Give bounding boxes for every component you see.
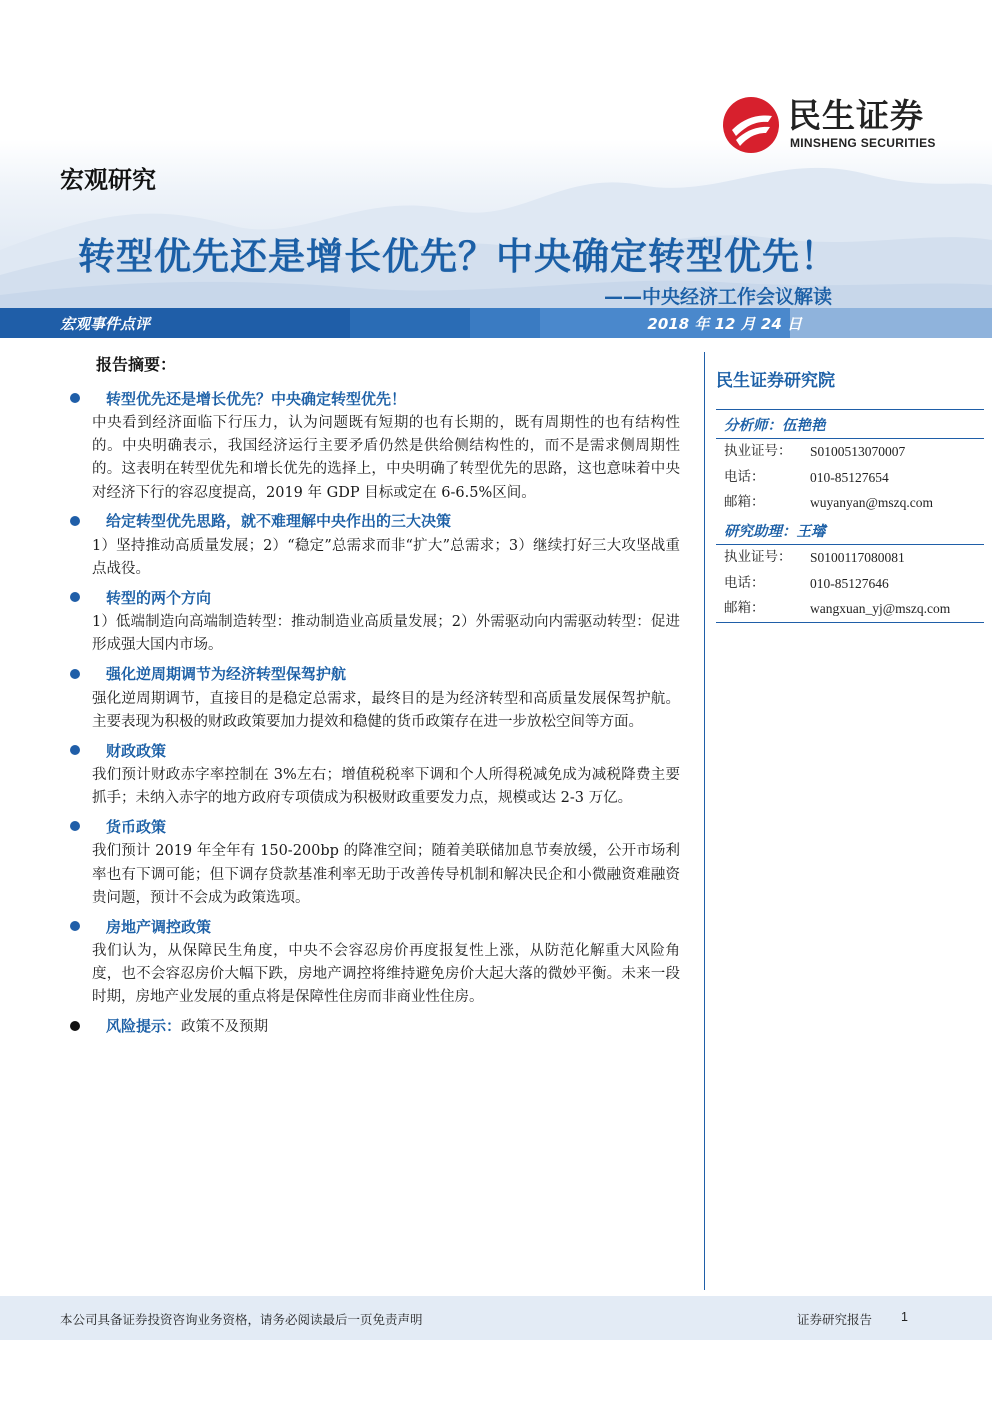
section-title: 转型优先还是增长优先？中央确定转型优先！ xyxy=(106,389,407,408)
bullet-icon xyxy=(70,921,80,931)
section-monetary-policy xyxy=(68,814,680,910)
mountain-illustration xyxy=(0,130,992,310)
info-row xyxy=(716,571,984,597)
info-label: 执业证号： xyxy=(724,443,792,459)
info-label: 邮箱： xyxy=(724,600,765,617)
section-fiscal-policy xyxy=(68,738,680,810)
report-date: 2018 年 12 月 24 日 xyxy=(647,315,802,333)
bullet-icon xyxy=(70,745,80,755)
section-real-estate xyxy=(68,914,680,1010)
title-bar xyxy=(0,308,992,338)
logo-english-name: MINSHENG SECURITIES xyxy=(790,136,936,150)
footer-disclaimer: 本公司具备证券投资咨询业务资格，请务必阅读最后一页免责声明 xyxy=(60,1312,423,1327)
section-body: 中央看到经济面临下行压力，认为问题既有短期的也有长期的，既有周期性的也有结构性的。中央明确表示，我国经济运行主要矛盾仍然是供给侧结构性的，而不是需求侧周期性的。这表明在转型优先和增长优先的选择上，中央明确了转型优先的思路，这也意味着中央对经济下行的容忍度提高，2019 年 GDP 目标或定在 6-6.5%区间。 xyxy=(92,415,680,501)
report-subtitle: ——中央经济工作会议解读 xyxy=(603,286,832,308)
section-title: 给定转型优先思路，就不难理解中央作出的三大决策 xyxy=(106,512,452,531)
info-row xyxy=(716,596,984,622)
email-address: wuyanyan@mszq.com xyxy=(810,495,934,511)
assistant-name: 研究助理：王璿 xyxy=(724,524,826,541)
info-label: 邮箱： xyxy=(724,494,765,511)
info-label: 电话： xyxy=(724,468,765,485)
section-title: 房地产调控政策 xyxy=(106,917,212,936)
report-category: 宏观研究 xyxy=(60,166,156,194)
bullet-icon xyxy=(70,516,80,526)
phone-number: 010-85127654 xyxy=(810,469,889,485)
bullet-icon xyxy=(70,669,80,679)
section-risk xyxy=(68,1014,680,1038)
section-title: 转型的两个方向 xyxy=(106,588,212,607)
section-title: 货币政策 xyxy=(106,817,167,836)
column-divider xyxy=(704,352,705,1290)
analyst-name: 分析师：伍艳艳 xyxy=(724,418,826,434)
company-logo xyxy=(722,96,952,156)
info-label: 执业证号： xyxy=(724,549,792,566)
minsheng-logo-icon xyxy=(722,96,780,154)
risk-text: 政策不及预期 xyxy=(181,1019,269,1036)
bullet-icon xyxy=(70,1021,80,1031)
section-countercyclical xyxy=(68,662,680,734)
bullet-icon xyxy=(70,393,80,403)
section-body: 我们认为，从保障民生角度，中央不会容忍房价再度报复性上涨，从防范化解重大风险角度，也不会容忍房价大幅下跌，房地产调控将维持避免房价大起大落的微妙平衡。未来一段时期，房地产业发展的重点将是保障性住房而非商业性住房。 xyxy=(92,943,680,1006)
section-three-decisions xyxy=(68,509,680,581)
section-body: 1）坚持推动高质量发展；2）“稳定”总需求而非“扩大”总需求；3）继续打好三大攻坚战重点战役。 xyxy=(92,537,680,578)
logo-chinese-name: 民生证券 xyxy=(788,96,924,135)
page-footer xyxy=(0,1296,992,1340)
info-row xyxy=(716,439,984,465)
bullet-icon xyxy=(70,821,80,831)
phone-number: 010-85127646 xyxy=(810,575,889,591)
page-number: 1 xyxy=(901,1310,908,1324)
bullet-icon xyxy=(70,592,80,602)
section-body: 强化逆周期调节，直接目的是稳定总需求，最终目的是为经济转型和高质量发展保驾护航。主要表现为积极的财政政策要加力提效和稳健的货币政策存在进一步放松空间等方面。 xyxy=(92,690,680,730)
abstract-content xyxy=(68,386,680,1042)
report-title: 转型优先还是增长优先？中央确定转型优先！ xyxy=(78,235,838,278)
section-body: 我们预计财政赤字率控制在 3%左右；增值税税率下调和个人所得税减免成为减税降费主要抓手；未纳入赤字的地方政府专项债成为积极财政重要发力点，规模或达 2-3 万亿。 xyxy=(92,767,680,807)
section-title: 财政政策 xyxy=(106,741,167,760)
report-type: 宏观事件点评 xyxy=(60,315,151,333)
info-label: 电话： xyxy=(724,574,765,591)
section-transition-priority xyxy=(68,386,680,505)
section-title: 强化逆周期调节为经济转型保驾护航 xyxy=(106,665,347,684)
footer-doc-type: 证券研究报告 xyxy=(796,1312,872,1327)
info-row xyxy=(716,545,984,571)
license-number: S0100513070007 xyxy=(810,444,906,459)
section-two-directions xyxy=(68,585,680,657)
section-body: 1）低端制造向高端制造转型：推动制造业高质量发展；2）外需驱动向内需驱动转型：促进形成强大国内市场。 xyxy=(92,614,680,654)
research-institute: 民生证券研究院 xyxy=(716,371,835,391)
sidebar-rule xyxy=(716,622,984,623)
info-row xyxy=(716,465,984,491)
analyst-sidebar xyxy=(716,366,984,623)
section-body: 我们预计 2019 年全年有 150-200bp 的降准空间；随着美联储加息节奏放缓，公开市场利率也有下调可能；但下调存贷款基准利率无助于改善传导机制和解决民企和小微融资难融资贵问题，预计不会成为政策选项。 xyxy=(92,843,680,906)
abstract-heading: 报告摘要： xyxy=(96,355,177,374)
license-number: S0100117080081 xyxy=(810,550,905,566)
risk-label: 风险提示： xyxy=(106,1017,182,1036)
email-address: wangxuan_yj@mszq.com xyxy=(810,601,951,617)
info-row xyxy=(716,490,984,516)
